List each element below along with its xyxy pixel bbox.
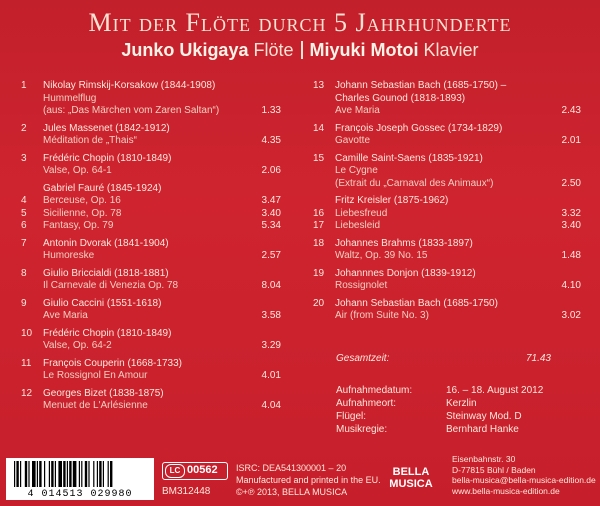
credit-key: Flügel: bbox=[336, 411, 367, 422]
barcode-bar bbox=[32, 461, 36, 487]
work-line bbox=[313, 207, 581, 221]
work-line bbox=[43, 400, 281, 413]
credit-key: Aufnahmedatum: bbox=[336, 385, 413, 396]
track-entry bbox=[21, 123, 281, 148]
performers-line bbox=[0, 40, 600, 61]
composer: Frédéric Chopin (1810-1849) bbox=[43, 152, 172, 164]
work-title: Ave Maria bbox=[43, 310, 88, 321]
track-number: 7 bbox=[21, 237, 27, 249]
composer: François Joseph Gossec (1734-1829) bbox=[335, 122, 503, 134]
barcode-bar bbox=[108, 461, 109, 487]
work-title: Il Carnevale di Venezia Op. 78 bbox=[43, 280, 179, 291]
track-entry bbox=[313, 195, 581, 233]
composer: Johann Sebastian Bach (1685-1750) bbox=[335, 297, 498, 309]
total-label: Gesamtzeit: bbox=[336, 353, 390, 364]
work-title: Liebesfreud bbox=[335, 207, 388, 219]
publisher-address bbox=[452, 454, 596, 496]
work-line bbox=[335, 135, 581, 148]
work-line bbox=[335, 165, 581, 178]
track-number: 8 bbox=[21, 267, 27, 279]
barcode-bar bbox=[55, 461, 56, 487]
work-title: Méditation de „Thais“ bbox=[43, 135, 137, 146]
track-duration: 2.01 bbox=[561, 135, 581, 146]
track-entry bbox=[313, 80, 581, 118]
work-title: Valse, Op. 64-2 bbox=[43, 340, 112, 351]
total-time bbox=[336, 353, 551, 364]
work-line bbox=[21, 220, 281, 233]
composer: Georges Bizet (1838-1875) bbox=[43, 387, 164, 399]
composer: Fritz Kreisler (1875-1962) bbox=[335, 195, 449, 206]
logo-line1: BELLA bbox=[392, 466, 430, 478]
credit-value: 16. – 18. August 2012 bbox=[446, 385, 544, 396]
credit-row bbox=[336, 410, 586, 423]
work-title: (Extrait du „Carnaval des Animaux“) bbox=[335, 177, 494, 189]
composer: Gabriel Fauré (1845-1924) bbox=[43, 182, 162, 194]
work-title: Valse, Op. 64-1 bbox=[43, 165, 112, 176]
label-code bbox=[162, 462, 228, 480]
credit-value: Kerzlin bbox=[446, 398, 477, 409]
lc-logo: LC bbox=[165, 464, 185, 478]
barcode-bar bbox=[16, 461, 18, 487]
track-entry bbox=[21, 268, 281, 293]
work-title: Menuet de L'Arlésienne bbox=[43, 400, 148, 411]
composer: Charles Gounod (1818-1893) bbox=[335, 92, 466, 104]
bella-musica-logo bbox=[387, 466, 435, 496]
work-line bbox=[21, 195, 281, 208]
track-number: 1 bbox=[21, 80, 27, 91]
track-number: 3 bbox=[21, 152, 27, 164]
composer: Jules Massenet (1842-1912) bbox=[43, 122, 170, 134]
track-duration: 4.10 bbox=[561, 280, 581, 291]
track-number: 16 bbox=[313, 207, 325, 219]
track-number: 5 bbox=[21, 207, 27, 219]
composer: Antonin Dvorak (1841-1904) bbox=[43, 237, 169, 249]
composer: Giulio Briccialdi (1818-1881) bbox=[43, 267, 169, 279]
work-line bbox=[335, 250, 581, 263]
credit-key: Musikregie: bbox=[336, 424, 388, 435]
barcode-bar bbox=[81, 461, 82, 487]
barcode-bar bbox=[97, 461, 98, 487]
track-duration: 3.58 bbox=[261, 310, 281, 321]
work-title: Sicilienne, Op. 78 bbox=[43, 207, 122, 219]
track-number: 15 bbox=[313, 152, 325, 164]
barcode bbox=[6, 458, 154, 500]
track-number: 2 bbox=[21, 122, 27, 134]
track-entry bbox=[313, 298, 581, 323]
track-number: 14 bbox=[313, 122, 325, 134]
track-duration: 3.02 bbox=[561, 310, 581, 321]
track-entry bbox=[21, 298, 281, 323]
credit-row bbox=[336, 384, 586, 397]
composer: Johannes Brahms (1833-1897) bbox=[335, 237, 473, 249]
work-title: Le Cygne bbox=[335, 165, 378, 176]
album-title: Mit der Flöte durch 5 Jahrhunderte bbox=[88, 8, 512, 37]
track-entry bbox=[21, 358, 281, 383]
work-line bbox=[43, 250, 281, 263]
work-title: Liebesleid bbox=[335, 220, 381, 231]
composer: François Couperin (1668-1733) bbox=[43, 357, 182, 369]
track-entry bbox=[21, 328, 281, 353]
track-number: 4 bbox=[21, 195, 27, 206]
work-line bbox=[21, 207, 281, 221]
track-entry bbox=[313, 123, 581, 148]
work-title: Le Rossignol En Amour bbox=[43, 370, 148, 381]
address-line: Eisenbahnstr. 30 bbox=[452, 454, 516, 464]
track-duration: 4.35 bbox=[261, 135, 281, 146]
composer: Frédéric Chopin (1810-1849) bbox=[43, 327, 172, 339]
barcode-bar bbox=[39, 461, 41, 487]
track-number: 12 bbox=[21, 387, 33, 399]
barcode-bar bbox=[25, 461, 27, 487]
track-duration: 2.50 bbox=[561, 177, 581, 189]
barcode-bar bbox=[14, 461, 15, 487]
track-duration: 5.34 bbox=[261, 220, 281, 231]
artist2-name: Miyuki Motoi bbox=[309, 40, 419, 60]
composer: Johannnes Donjon (1839-1912) bbox=[335, 267, 476, 279]
tracklist-left bbox=[21, 80, 281, 418]
artist1-instrument: Flöte bbox=[253, 40, 294, 60]
tracklist-right bbox=[313, 80, 581, 328]
track-duration: 8.04 bbox=[261, 280, 281, 291]
credit-row bbox=[336, 397, 586, 410]
track-duration: 4.01 bbox=[261, 370, 281, 381]
catalog-number: BM312448 bbox=[162, 486, 211, 497]
composer: Johann Sebastian Bach (1685-1750) – bbox=[335, 80, 507, 91]
track-entry bbox=[21, 153, 281, 178]
track-number: 17 bbox=[313, 220, 325, 231]
barcode-bar bbox=[44, 461, 45, 487]
work-title: Hummelflug bbox=[43, 92, 97, 104]
address-line: D-77815 Bühl / Baden bbox=[452, 464, 536, 475]
isrc: ISRC: DEA541300001 – 20 bbox=[236, 463, 347, 473]
barcode-bar bbox=[93, 461, 94, 487]
barcode-bars bbox=[14, 461, 146, 487]
barcode-bar bbox=[99, 461, 101, 487]
lc-code: 00562 bbox=[187, 464, 218, 476]
barcode-bar bbox=[85, 461, 87, 487]
barcode-bar bbox=[110, 461, 112, 487]
separator bbox=[301, 41, 303, 59]
credit-value: Bernhard Hanke bbox=[446, 424, 519, 435]
barcode-bar bbox=[69, 461, 71, 487]
credit-key: Aufnahmeort: bbox=[336, 398, 397, 409]
track-duration: 3.47 bbox=[261, 195, 281, 206]
track-entry bbox=[21, 388, 281, 413]
address-line: bella-musica@bella-musica-edition.de bbox=[452, 475, 596, 485]
track-number: 19 bbox=[313, 267, 325, 279]
track-entry bbox=[313, 268, 581, 293]
work-title: Fantasy, Op. 79 bbox=[43, 220, 114, 231]
track-duration: 3.29 bbox=[261, 340, 281, 351]
work-title: Rossignolet bbox=[335, 280, 388, 291]
track-entry bbox=[21, 183, 281, 233]
copyright: ©+℗ 2013, BELLA MUSICA bbox=[236, 487, 348, 497]
work-line bbox=[43, 310, 281, 323]
track-duration: 4.04 bbox=[261, 400, 281, 411]
track-entry bbox=[313, 238, 581, 263]
credit-row bbox=[336, 423, 586, 436]
track-duration: 3.40 bbox=[561, 220, 581, 231]
track-entry bbox=[21, 80, 281, 118]
work-line bbox=[43, 105, 281, 118]
track-number: 20 bbox=[313, 297, 325, 309]
track-entry bbox=[313, 153, 581, 191]
track-duration: 2.06 bbox=[261, 165, 281, 176]
barcode-bar bbox=[67, 461, 68, 487]
total-value: 71.43 bbox=[525, 353, 551, 364]
work-line bbox=[43, 280, 281, 293]
work-line bbox=[335, 280, 581, 293]
work-line bbox=[335, 105, 581, 118]
work-line bbox=[335, 310, 581, 323]
work-line bbox=[43, 165, 281, 178]
recording-credits bbox=[336, 384, 586, 436]
artist1-name: Junko Ukigaya bbox=[121, 40, 249, 60]
composer: Nikolay Rimskij-Korsakow (1844-1908) bbox=[43, 80, 216, 91]
work-title: Waltz, Op. 39 No. 15 bbox=[335, 250, 428, 261]
work-line bbox=[335, 178, 581, 191]
track-number: 6 bbox=[21, 220, 27, 231]
work-title: Berceuse, Op. 16 bbox=[43, 195, 121, 206]
track-duration: 1.33 bbox=[261, 105, 281, 116]
track-number: 13 bbox=[313, 80, 325, 91]
artist2-instrument: Klavier bbox=[423, 40, 479, 60]
work-line bbox=[313, 220, 581, 233]
barcode-bar bbox=[73, 461, 77, 487]
barcode-bar bbox=[103, 461, 104, 487]
barcode-bar bbox=[79, 461, 80, 487]
barcode-bar bbox=[49, 461, 50, 487]
barcode-bar bbox=[58, 461, 62, 487]
work-line bbox=[43, 370, 281, 383]
work-line bbox=[43, 340, 281, 353]
work-title: (aus: „Das Märchen vom Zaren Saltan“) bbox=[43, 105, 220, 116]
work-line bbox=[43, 135, 281, 148]
manufactured-note: Manufactured and printed in the EU. bbox=[236, 475, 381, 485]
track-duration: 2.43 bbox=[561, 105, 581, 116]
logo-line2: MUSICA bbox=[389, 478, 433, 490]
barcode-bar bbox=[20, 461, 21, 487]
track-number: 18 bbox=[313, 237, 325, 249]
track-duration: 1.48 bbox=[561, 250, 581, 261]
barcode-bar bbox=[63, 461, 65, 487]
barcode-bar bbox=[51, 461, 53, 487]
composer: Giulio Caccini (1551-1618) bbox=[43, 297, 162, 309]
work-title: Humoreske bbox=[43, 250, 95, 261]
track-entry bbox=[21, 238, 281, 263]
address-line: www.bella-musica-edition.de bbox=[452, 485, 560, 496]
track-number: 11 bbox=[21, 357, 32, 369]
track-duration: 3.40 bbox=[261, 207, 281, 219]
composer: Camille Saint-Saens (1835-1921) bbox=[335, 152, 483, 164]
legal-info bbox=[236, 462, 381, 498]
work-title: Ave Maria bbox=[335, 105, 380, 116]
barcode-bar bbox=[37, 461, 38, 487]
barcode-bar bbox=[88, 461, 89, 487]
track-number: 10 bbox=[21, 327, 33, 339]
track-duration: 3.32 bbox=[561, 207, 581, 219]
work-line bbox=[43, 93, 281, 106]
work-title: Air (from Suite No. 3) bbox=[335, 310, 429, 321]
track-number: 9 bbox=[21, 297, 27, 309]
credit-value: Steinway Mod. D bbox=[446, 411, 522, 422]
barcode-number: 4 014513 029980 bbox=[27, 489, 133, 500]
barcode-bar bbox=[28, 461, 29, 487]
track-duration: 2.57 bbox=[261, 250, 281, 261]
work-title: Gavotte bbox=[335, 135, 371, 146]
